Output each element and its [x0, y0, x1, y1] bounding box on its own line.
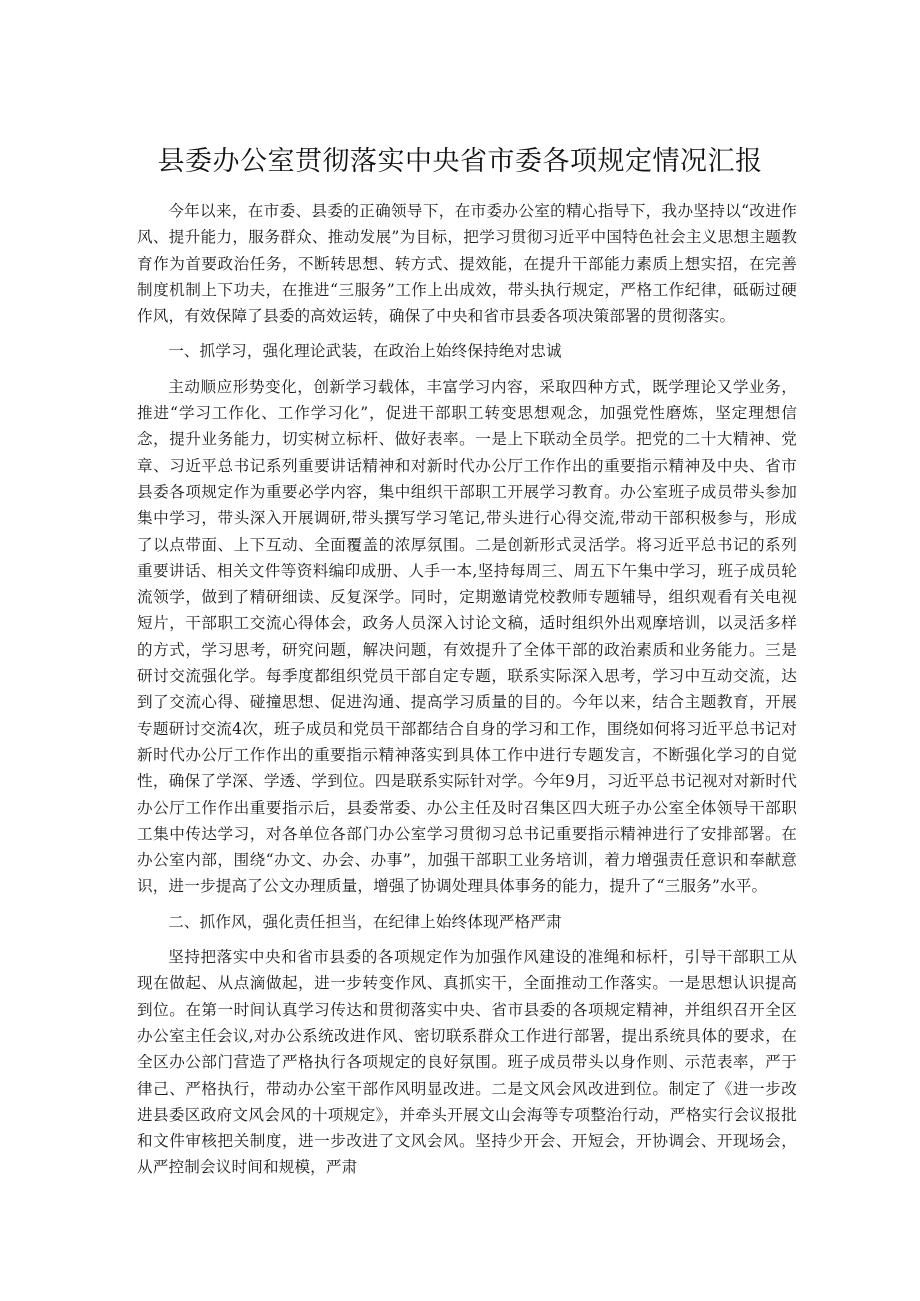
intro-paragraph: 今年以来，在市委、县委的正确领导下，在市委办公室的精心指导下，我办坚持以“改进作风、提升能力，服务群众、推动发展”为目标，把学习贯彻习近平中国特色社会主义思想主题教育作为首要政治任务，不断转思想、转方式、提效能，在提升干部能力素质上想实招，在完善制度机制上下功夫，在推进“三服务”工作上出成效，带头执行规定，严格工作纪律，砥砺过硬作风，有效保障了县委的高效运转，确保了中央和省市县委各项决策部署的贯彻落实。 [137, 202, 797, 326]
document-body [137, 198, 797, 1181]
document-title: 县委办公室贯彻落实中央省市委各项规定情况汇报 [157, 146, 763, 177]
section-1-paragraph: 主动顺应形势变化，创新学习载体，丰富学习内容，采取四种方式，既学理论又学业务，推进“学习工作化、工作学习化”，促进干部职工转变思想观念，加强党性磨炼，坚定理想信念，提升业务能力，切实树立标杆、做好表率。一是上下联动全员学。把党的二十大精神、党章、习近平总书记系列重要讲话精神和对新时代办公厅工作作出的重要指示精神及中央、省市县委各项规定作为重要必学内容，集中组织干部职工开展学习教育。办公室班子成员带头参加集中学习，带头深入开展调研,带头撰写学习笔记,带头进行心得交流,带动干部积极参与，形成了以点带面、上下互动、全面覆盖的浓厚氛围。二是创新形式灵活学。将习近平总书记的系列重要讲话、相关文件等资料编印成册、人手一本,坚持每周三、周五下午集中学习，班子成员轮流领学，做到了精研细读、反复深学。同时，定期邀请党校教师专题辅导，组织观看有关电视短片，干部职工交流心得体会，政务人员深入讨论文稿，适时组织外出观摩培训，以灵活多样的方式，学习思考，研究问题，解决问题，有效提升了全体干部的政治素质和业务能力。三是研讨交流强化学。每季度都组织党员干部自定专题，联系实际深入思考，学习中互动交流，达到了交流心得、碰撞思想、促进沟通、提高学习质量的目的。今年以来，结合主题教育，开展专题研讨交流4次，班子成员和党员干部都结合自身的学习和工作，围绕如何将习近平总书记对新时代办公厅工作作出的重要指示精神落实到具体工作中进行专题发言，不断强化学习的自觉性，确保了学深、学透、学到位。四是联系实际针对学。今年9月，习近平总书记视对对新时代办公厅工作作出重要指示后，县委常委、办公主任及时召集区四大班子办公室全体领导干部职工集中传达学习，对各单位各部门办公室学习贯彻习总书记重要指示精神进行了安排部署。在办公室内部，围绕“办文、办会、办事”，加强干部职工业务培训，着力增强责任意识和奉献意识，进一步提高了公文办理质量，增强了协调处理具体事务的能力，提升了“三服务”水平。 [137, 377, 797, 896]
section-1-heading: 一、抓学习，强化理论武装，在政治上始终保持绝对忠诚 [168, 342, 562, 361]
section-2-paragraph: 坚持把落实中央和省市县委的各项规定作为加强作风建设的准绳和标杆，引导干部职工从现在做起、从点滴做起，进一步转变作风、真抓实干，全面推动工作落实。一是思想认识提高到位。在第一时间认真学习传达和贯彻落实中央、省市县委的各项规定精神，并组织召开全区办公室主任会议,对办公系统改进作风、密切联系群众工作进行部署，提出系统具体的要求，在全区办公部门营造了严格执行各项规定的良好氛围。班子成员带头以身作则、示范表率，严于律己、严格执行，带动办公室干部作风明显改进。二是文风会风改进到位。制定了《进一步改进县委区政府文风会风的十项规定》，并牵头开展文山会海等专项整治行动，严格实行会议报批和文件审核把关制度，进一步改进了文风会风。坚持少开会、开短会，开协调会、开现场会，从严控制会议时间和规模，严肃 [137, 948, 797, 1177]
section-2-heading: 二、抓作风，强化责任担当，在纪律上始终体现严格严肃 [168, 912, 562, 931]
